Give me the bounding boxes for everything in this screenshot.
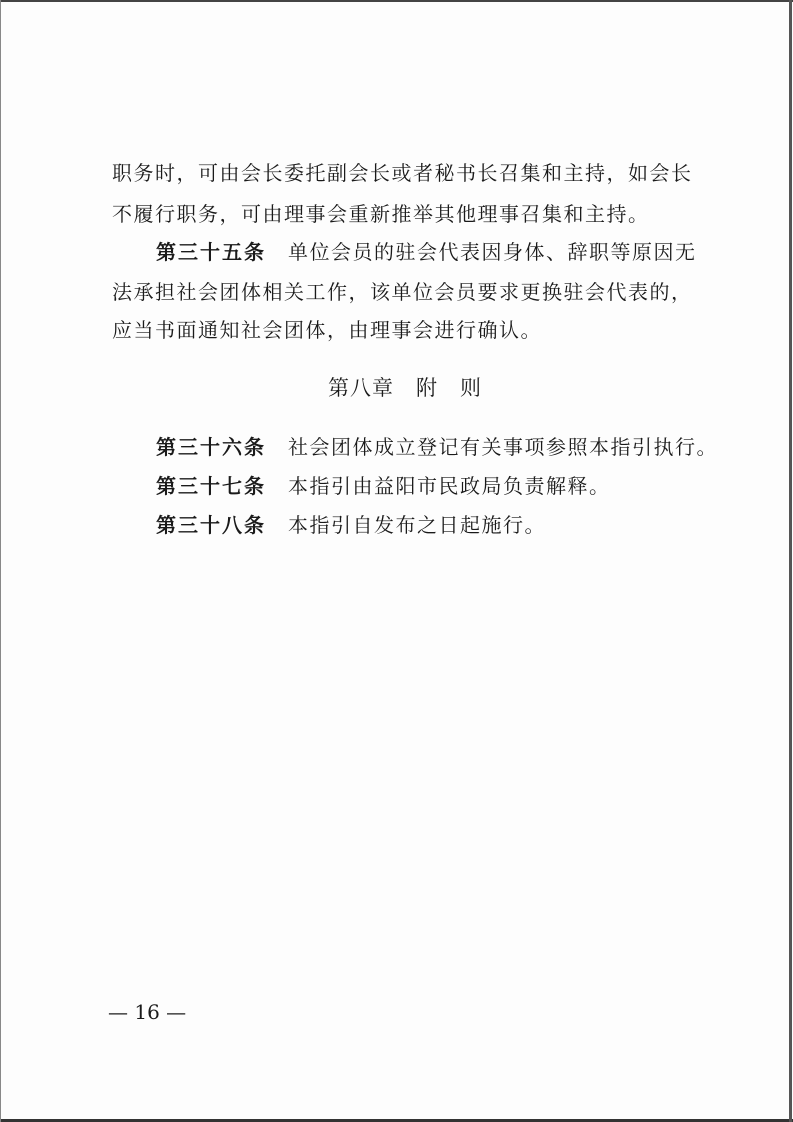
- article-35-line-3: 应当书面通知社会团体，由理事会进行确认。: [112, 318, 542, 342]
- article-36-line: [156, 435, 718, 459]
- chapter-heading: 第八章 附 则: [328, 376, 482, 400]
- scan-edge-top: [0, 0, 793, 2]
- page-number: — 16 —: [108, 1000, 187, 1024]
- article-35-number: 第三十五条: [156, 240, 266, 264]
- article-36-text: 社会团体成立登记有关事项参照本指引执行。: [288, 435, 718, 459]
- paragraph-line: 不履行职务，可由理事会重新推举其他理事召集和主持。: [112, 202, 650, 226]
- article-37-text: 本指引由益阳市民政局负责解释。: [288, 474, 611, 498]
- article-38-text: 本指引自发布之日起施行。: [288, 513, 546, 537]
- article-35-line-2: 法承担社会团体相关工作，该单位会员要求更换驻会代表的，: [112, 280, 693, 304]
- article-35-text-1: 单位会员的驻会代表因身体、辞职等原因无: [288, 240, 697, 264]
- article-36-number: 第三十六条: [156, 435, 266, 459]
- article-37-line: [156, 474, 611, 498]
- article-38-number: 第三十八条: [156, 513, 266, 537]
- paragraph-line: 职务时，可由会长委托副会长或者秘书长召集和主持，如会长: [112, 161, 693, 185]
- scan-edge-left: [0, 0, 1, 1122]
- article-38-line: [156, 513, 546, 537]
- scan-edge-right: [789, 0, 792, 1122]
- article-35-line-1: [156, 240, 697, 264]
- article-37-number: 第三十七条: [156, 474, 266, 498]
